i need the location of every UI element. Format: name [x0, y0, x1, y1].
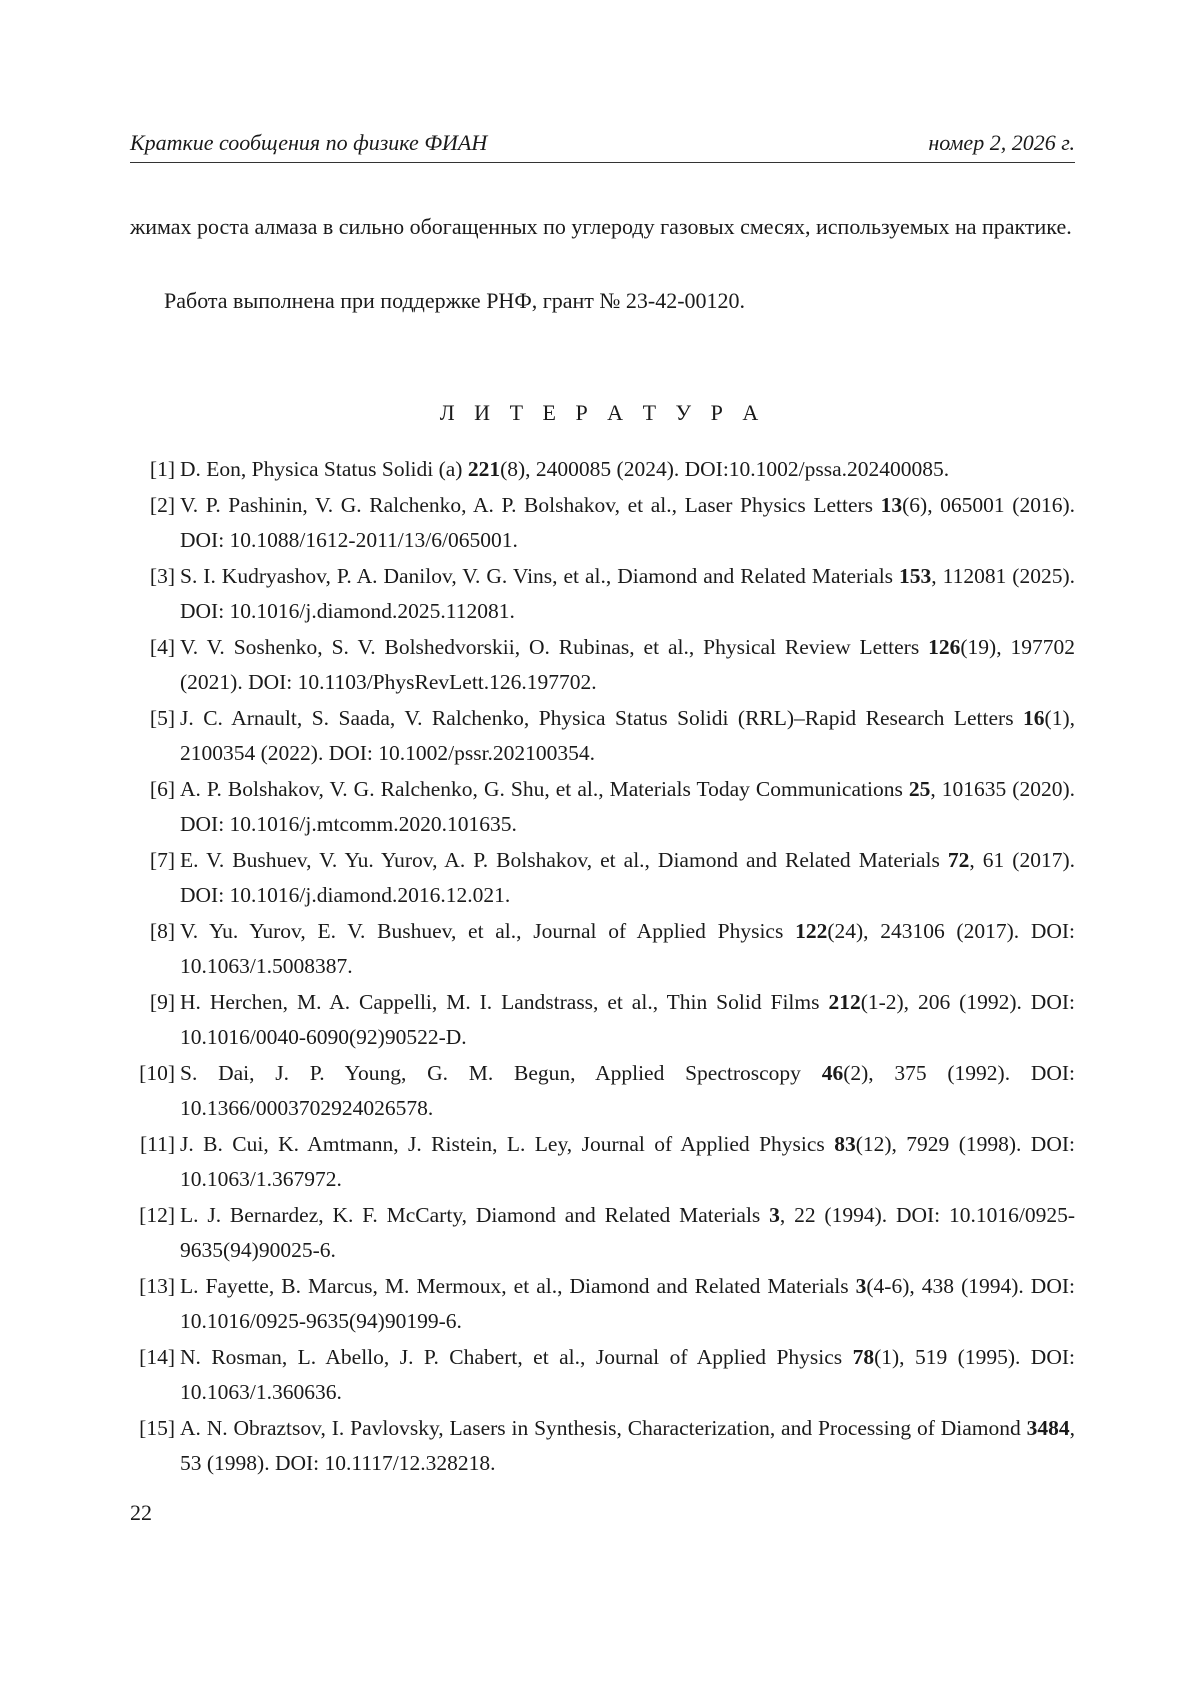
reference-text: (24), 243106 (2017). DOI: 10.1063/1.5008387. [180, 918, 1076, 978]
reference-text: , 53 (1998). DOI: 10.1117/12.328218. [180, 1415, 1075, 1475]
reference-volume: 72 [947, 847, 970, 872]
reference-number: [6] [149, 776, 175, 801]
body-paragraph-continuation: жимах роста алмаза в сильно обогащенных по углероду газовых смесях, используемых на практике. [130, 214, 1072, 239]
reference-text: , 61 (2017). DOI: 10.1016/j.diamond.2016.12.021. [180, 847, 1075, 907]
issue-info: номер 2, 2026 г. [928, 130, 1075, 155]
reference-number: [1] [149, 457, 175, 481]
reference-number: [15] [139, 1415, 175, 1440]
reference-volume: 3484 [1026, 1415, 1070, 1440]
reference-volume: 221 [467, 457, 501, 481]
reference-text: (8), 2400085 (2024). DOI:10.1002/pssa.202400085. [500, 457, 950, 481]
running-header [130, 128, 1075, 163]
reference-volume: 126 [928, 634, 961, 659]
reference-volume: 3 [769, 1202, 780, 1227]
reference-item [130, 1340, 1075, 1411]
reference-text: J. C. Arnault, S. Saada, V. Ralchenko, Physica Status Solidi (RRL)–Rapid Research Letters [180, 705, 1024, 730]
reference-number: [12] [139, 1202, 175, 1227]
reference-text: , 22 (1994). DOI: 10.1016/0925-9635(94)90025-6. [180, 1202, 1075, 1262]
reference-volume: 46 [821, 1060, 844, 1085]
reference-number: [9] [149, 989, 175, 1014]
reference-text: A. N. Obraztsov, I. Pavlovsky, Lasers in Synthesis, Characterization, and Processing of Diamond [180, 1415, 1027, 1440]
acknowledgement-paragraph: Работа выполнена при поддержке РНФ, грант № 23-42-00120. [164, 288, 746, 313]
reference-text: (19), 197702 (2021). DOI: 10.1103/PhysRevLett.126.197702. [180, 634, 1075, 694]
reference-item [130, 1127, 1075, 1198]
reference-number: [13] [139, 1273, 175, 1298]
reference-text: , 112081 (2025). DOI: 10.1016/j.diamond.2025.112081. [180, 563, 1075, 623]
reference-text: (6), 065001 (2016). DOI: 10.1088/1612-2011/13/6/065001. [180, 492, 1075, 552]
reference-number: [10] [139, 1060, 175, 1085]
reference-text: J. B. Cui, K. Amtmann, J. Ristein, L. Ley, Journal of Applied Physics [180, 1131, 835, 1156]
reference-volume: 122 [795, 918, 828, 943]
reference-text: V. Yu. Yurov, E. V. Bushuev, et al., Journal of Applied Physics [180, 918, 796, 943]
reference-item [130, 1269, 1075, 1340]
reference-text: L. J. Bernardez, K. F. McCarty, Diamond and Related Materials [180, 1202, 770, 1227]
journal-title: Краткие сообщения по физике ФИАН [130, 130, 488, 155]
reference-item [130, 772, 1075, 843]
reference-text: S. Dai, J. P. Young, G. M. Begun, Applied Spectroscopy [180, 1060, 822, 1085]
reference-item [130, 488, 1075, 559]
reference-item [130, 1411, 1075, 1482]
reference-item [130, 701, 1075, 772]
reference-text: (1), 2100354 (2022). DOI: 10.1002/pssr.202100354. [180, 705, 1075, 765]
reference-volume: 25 [908, 776, 931, 801]
reference-number: [2] [149, 492, 175, 517]
reference-item [130, 1198, 1075, 1269]
reference-text: V. P. Pashinin, V. G. Ralchenko, A. P. Bolshakov, et al., Laser Physics Letters [180, 492, 881, 517]
reference-text: (2), 375 (1992). DOI: 10.1366/0003702924026578. [180, 1060, 1076, 1120]
references-heading: Л И Т Е Р А Т У Р А [439, 400, 766, 425]
page-number: 22 [130, 1500, 152, 1525]
reference-volume: 3 [855, 1273, 867, 1298]
reference-item [130, 559, 1075, 630]
reference-volume: 13 [880, 492, 903, 517]
reference-number: [8] [149, 918, 175, 943]
reference-text: V. V. Soshenko, S. V. Bolshedvorskii, O. Rubinas, et al., Physical Review Letters [180, 634, 929, 659]
reference-item [130, 1056, 1075, 1127]
reference-volume: 16 [1023, 705, 1045, 730]
reference-number: [3] [149, 563, 175, 588]
reference-item [130, 452, 1075, 488]
reference-volume: 153 [899, 563, 932, 588]
reference-list [130, 452, 1075, 1482]
reference-text: , 101635 (2020). DOI: 10.1016/j.mtcomm.2020.101635. [180, 776, 1075, 836]
reference-item [130, 843, 1075, 914]
reference-item [130, 630, 1075, 701]
reference-number: [5] [149, 705, 175, 730]
reference-text: H. Herchen, M. A. Cappelli, M. I. Landstrass, et al., Thin Solid Films [180, 989, 829, 1014]
reference-text: N. Rosman, L. Abello, J. P. Chabert, et al., Journal of Applied Physics [180, 1344, 853, 1369]
reference-number: [11] [139, 1131, 175, 1156]
reference-text: A. P. Bolshakov, V. G. Ralchenko, G. Shu, et al., Materials Today Communications [180, 776, 909, 801]
reference-number: [7] [149, 847, 175, 872]
reference-number: [4] [149, 634, 175, 659]
reference-text: (1), 519 (1995). DOI: 10.1063/1.360636. [180, 1344, 1075, 1404]
reference-number: [14] [139, 1344, 175, 1369]
reference-text: E. V. Bushuev, V. Yu. Yurov, A. P. Bolshakov, et al., Diamond and Related Materials [180, 847, 948, 872]
reference-item [130, 985, 1075, 1056]
reference-text: D. Eon, Physica Status Solidi (a) [180, 457, 468, 481]
reference-item [130, 914, 1075, 985]
reference-volume: 78 [852, 1344, 875, 1369]
reference-volume: 212 [828, 989, 861, 1014]
reference-text: (4-6), 438 (1994). DOI: 10.1016/0925-9635(94)90199-6. [180, 1273, 1075, 1333]
reference-text: L. Fayette, B. Marcus, M. Mermoux, et al., Diamond and Related Materials [180, 1273, 856, 1298]
reference-volume: 83 [834, 1131, 856, 1156]
reference-text: (12), 7929 (1998). DOI: 10.1063/1.367972. [180, 1131, 1075, 1191]
reference-text: (1-2), 206 (1992). DOI: 10.1016/0040-6090(92)90522-D. [180, 989, 1075, 1049]
reference-text: S. I. Kudryashov, P. A. Danilov, V. G. Vins, et al., Diamond and Related Materials [180, 563, 900, 588]
